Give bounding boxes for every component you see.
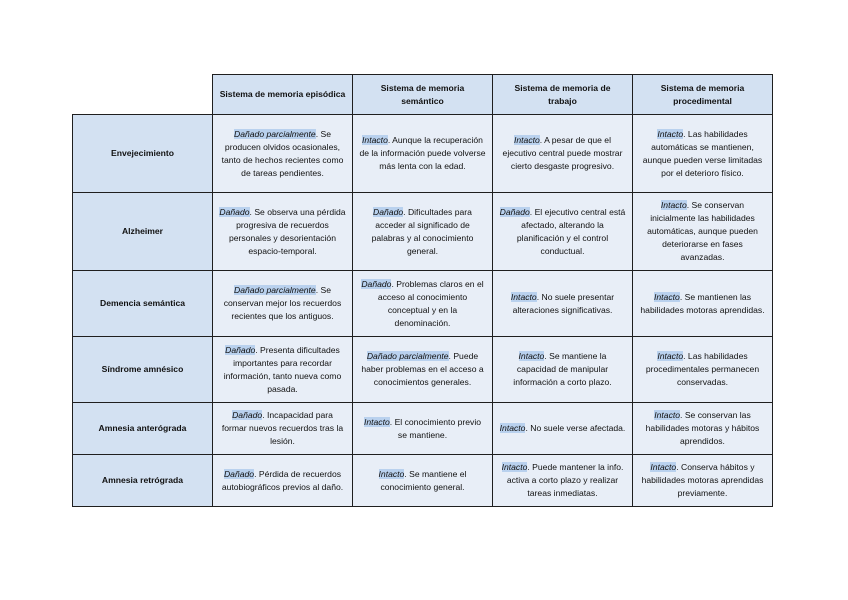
status-separator: . (676, 462, 681, 472)
table-row (73, 455, 773, 507)
status-highlight: Dañado (499, 206, 530, 217)
status-highlight: Intacto (510, 291, 537, 302)
cell-working (493, 403, 633, 455)
table-row (73, 115, 773, 193)
cell-semantic (353, 455, 493, 507)
status-highlight: Intacto (501, 462, 528, 472)
status-highlight: Intacto (499, 423, 526, 433)
column-header-semantic: Sistema de memoria semántico (353, 75, 493, 115)
status-highlight: Intacto (513, 135, 540, 145)
status-highlight: Intacto (650, 462, 677, 472)
status-separator: . (448, 351, 454, 361)
status-separator: . (680, 410, 685, 420)
status-separator: . (683, 351, 688, 361)
cell-description: El ejecutivo central está afectado, alterando la planificación y el control conductual. (516, 206, 626, 256)
cell-procedural (633, 337, 773, 403)
row-header: Envejecimiento (73, 115, 213, 193)
cell-semantic (353, 337, 493, 403)
cell-semantic (353, 115, 493, 193)
status-highlight: Dañado (232, 410, 263, 420)
cell-description: A pesar de que el ejecutivo central puede mostrar cierto desgaste progresivo. (502, 135, 623, 171)
status-separator: . (525, 423, 531, 433)
status-separator: . (539, 135, 545, 145)
cell-description: Las habilidades procedimentales permanecen conservadas. (645, 351, 760, 387)
cell-description: Se mantiene la capacidad de manipular información a corto plazo. (513, 351, 612, 387)
table-row (73, 271, 773, 337)
status-separator: . (262, 410, 267, 420)
cell-description: Puede haber problemas en el acceso a conocimientos generales. (361, 351, 484, 387)
status-separator: . (683, 128, 688, 139)
status-highlight: Intacto (362, 135, 388, 145)
status-separator: . (389, 416, 395, 427)
status-highlight: Dañado (225, 344, 256, 355)
cell-description: Conserva hábitos y habilidades motoras aprendidas previamente. (641, 462, 764, 498)
row-header: Síndrome amnésico (73, 337, 213, 403)
status-separator: . (536, 291, 542, 302)
status-separator: . (527, 462, 533, 472)
cell-description: Aunque la recuperación de la información puede volverse más lenta con la edad. (359, 135, 486, 171)
status-separator: . (249, 206, 255, 217)
status-highlight: Intacto (518, 351, 545, 361)
cell-description: Presenta dificultades importantes para recordar información, tanto nueva como pasada. (223, 344, 342, 394)
status-highlight: Dañado parcialmente (234, 285, 316, 295)
table-row (73, 403, 773, 455)
cell-working (493, 337, 633, 403)
cell-procedural (633, 271, 773, 337)
status-separator: . (254, 468, 259, 479)
status-highlight: Intacto (378, 468, 405, 479)
table-body (73, 115, 773, 507)
cell-episodic (213, 337, 353, 403)
row-header: Demencia semántica (73, 271, 213, 337)
status-highlight: Intacto (657, 128, 684, 139)
column-header-episodic: Sistema de memoria episódica (213, 75, 353, 115)
status-highlight: Dañado (361, 278, 392, 289)
cell-working (493, 455, 633, 507)
status-separator: . (529, 206, 535, 217)
status-highlight: Intacto (363, 416, 390, 427)
cell-procedural (633, 115, 773, 193)
status-highlight: Intacto (660, 200, 687, 210)
status-highlight: Dañado parcialmente (234, 128, 316, 139)
cell-procedural (633, 403, 773, 455)
cell-description: Pérdida de recuerdos autobiográficos previos al daño. (221, 468, 344, 492)
status-separator: . (387, 135, 393, 145)
status-highlight: Dañado (373, 206, 404, 217)
memory-systems-table (72, 74, 773, 507)
cell-procedural (633, 455, 773, 507)
status-highlight: Intacto (654, 410, 681, 420)
status-separator: . (544, 351, 550, 361)
cell-description: Se mantienen las habilidades motoras aprendidas. (640, 291, 765, 315)
cell-procedural (633, 193, 773, 271)
empty-corner-cell (73, 75, 213, 115)
cell-semantic (353, 271, 493, 337)
cell-description: Problemas claros en el acceso al conocimiento conceptual y en la denominación. (377, 278, 484, 328)
cell-description: Dificultades para acceder al significado de palabras y al conocimiento general. (371, 206, 474, 256)
cell-description: Se conservan las habilidades motoras y hábitos aprendidos. (645, 410, 760, 446)
status-separator: . (315, 128, 321, 139)
status-highlight: Dañado parcialmente (366, 351, 449, 361)
cell-description: Se conservan inicialmente las habilidades automáticas, aunque pueden deteriorarse en fases avanzadas. (647, 200, 758, 262)
status-highlight: Dañado (223, 468, 255, 479)
status-separator: . (255, 344, 261, 355)
table-row (73, 193, 773, 271)
cell-working (493, 115, 633, 193)
cell-description: Se conservan mejor los recuerdos recientes que los antiguos. (223, 285, 342, 321)
column-header-working: Sistema de memoria de trabajo (493, 75, 633, 115)
status-highlight: Dañado (219, 206, 250, 217)
status-separator: . (315, 285, 321, 295)
table-row (73, 337, 773, 403)
status-separator: . (686, 200, 692, 210)
cell-description: Se observa una pérdida progresiva de recuerdos personales y desorientación espacio-temporal. (228, 206, 346, 256)
status-separator: . (391, 278, 397, 289)
status-separator: . (679, 291, 685, 302)
cell-working (493, 193, 633, 271)
status-highlight: Intacto (654, 291, 680, 302)
column-header-procedural: Sistema de memoria procedimental (633, 75, 773, 115)
cell-description: No suele verse afectada. (530, 423, 626, 433)
header-row (73, 75, 773, 115)
status-highlight: Intacto (657, 351, 684, 361)
row-header: Amnesia retrógrada (73, 455, 213, 507)
cell-semantic (353, 193, 493, 271)
cell-description: No suele presentar alteraciones significativas. (512, 291, 615, 315)
cell-description: Se producen olvidos ocasionales, tanto de hechos recientes como de tareas pendientes. (221, 128, 344, 178)
cell-episodic (213, 193, 353, 271)
cell-episodic (213, 403, 353, 455)
row-header: Amnesia anterógrada (73, 403, 213, 455)
cell-episodic (213, 455, 353, 507)
cell-description: El conocimiento previo se mantiene. (394, 416, 482, 440)
cell-description: Incapacidad para formar nuevos recuerdos tras la lesión. (221, 410, 344, 446)
cell-description: Se mantiene el conocimiento general. (380, 468, 467, 492)
row-header: Alzheimer (73, 193, 213, 271)
cell-working (493, 271, 633, 337)
cell-episodic (213, 115, 353, 193)
cell-semantic (353, 403, 493, 455)
cell-description: Puede mantener la info. activa a corto plazo y realizar tareas inmediatas. (506, 462, 624, 498)
cell-description: Las habilidades automáticas se mantienen, aunque pueden verse limitadas por el deterioro físico. (642, 128, 763, 178)
cell-episodic (213, 271, 353, 337)
status-separator: . (403, 206, 408, 217)
status-separator: . (404, 468, 410, 479)
